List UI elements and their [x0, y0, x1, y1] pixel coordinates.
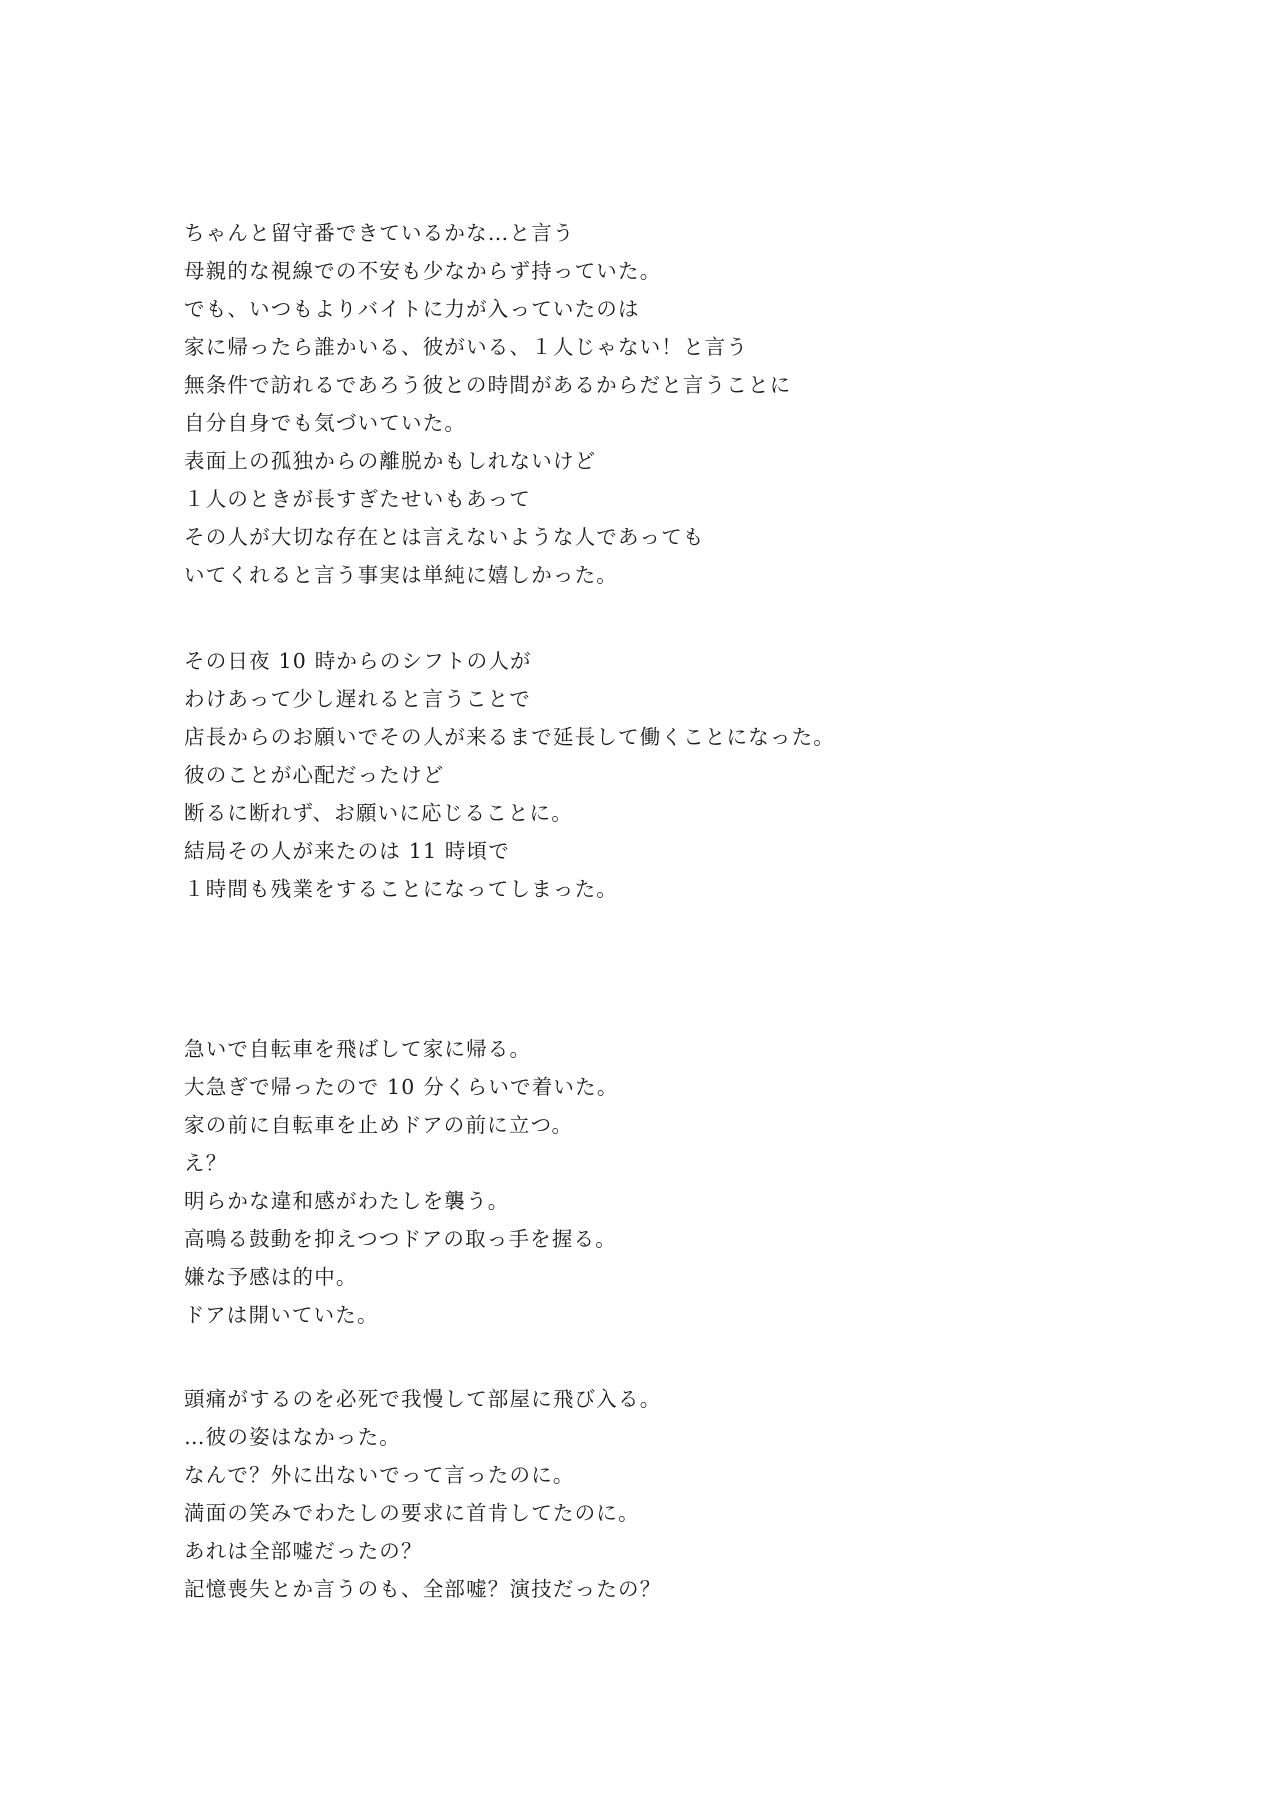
text-line: あれは全部嘘だったの？ — [184, 1539, 423, 1563]
text-line: 結局その人が来たのは 11 時頃で — [184, 839, 511, 863]
text-line: え？ — [184, 1151, 228, 1175]
paragraph-1 — [184, 214, 1184, 594]
text-line: 母親的な視線での不安も少なからず持っていた。 — [184, 259, 662, 283]
text-line: 明らかな違和感がわたしを襲う。 — [184, 1189, 510, 1213]
text-line: なんで？外に出ないでって言ったのに。 — [184, 1463, 575, 1487]
paragraph-3 — [184, 1030, 1184, 1334]
text-line: 自分自身でも気づいていた。 — [184, 411, 467, 435]
text-line: 無条件で訪れるであろう彼との時間があるからだと言うことに — [184, 373, 792, 397]
text-line: １時間も残業をすることになってしまった。 — [184, 877, 618, 901]
text-line: 家の前に自転車を止めドアの前に立つ。 — [184, 1113, 574, 1137]
text-line: でも、いつもよりバイトに力が入っていたのは — [184, 297, 640, 321]
text-line: いてくれると言う事実は単純に嬉しかった。 — [184, 563, 618, 587]
text-line: 記憶喪失とか言うのも、全部嘘？演技だったの？ — [184, 1577, 662, 1601]
text-line: 断るに断れず、お願いに応じることに。 — [184, 801, 573, 825]
text-line: ちゃんと留守番できているかな…と言う — [184, 221, 575, 245]
text-line: その人が大切な存在とは言えないような人であっても — [184, 525, 705, 549]
text-line: 店長からのお願いでその人が来るまで延長して働くことになった。 — [184, 725, 835, 749]
text-line: 家に帰ったら誰かいる、彼がいる、１人じゃない！と言う — [184, 335, 749, 359]
paragraph-4 — [184, 1380, 1184, 1608]
text-line: 表面上の孤独からの離脱かもしれないけど — [184, 449, 597, 473]
text-line: 高鳴る鼓動を抑えつつドアの取っ手を握る。 — [184, 1227, 617, 1251]
text-line: わけあって少し遅れると言うことで — [184, 687, 531, 711]
text-line: １人のときが長すぎたせいもあって — [184, 487, 531, 511]
text-line: 大急ぎで帰ったので 10 分くらいで着いた。 — [184, 1075, 619, 1099]
text-line: …彼の姿はなかった。 — [184, 1425, 401, 1449]
text-line: 嫌な予感は的中。 — [184, 1265, 358, 1289]
text-line: ドアは開いていた。 — [184, 1303, 379, 1327]
text-line: 急いで自転車を飛ばして家に帰る。 — [184, 1037, 532, 1061]
text-line: その日夜 10 時からのシフトの人が — [184, 649, 532, 673]
paragraph-2 — [184, 642, 1184, 908]
text-line: 彼のことが心配だったけど — [184, 763, 445, 787]
text-line: 頭痛がするのを必死で我慢して部屋に飛び入る。 — [184, 1387, 662, 1411]
text-line: 満面の笑みでわたしの要求に首肯してたのに。 — [184, 1501, 640, 1525]
